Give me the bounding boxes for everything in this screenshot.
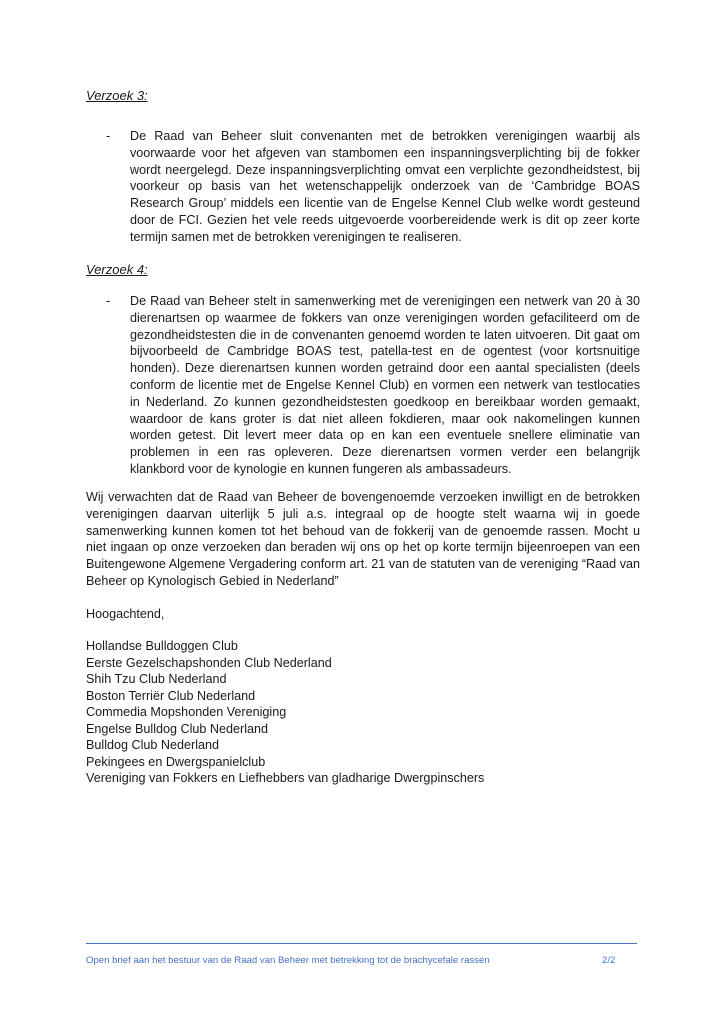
signatory: Eerste Gezelschapshonden Club Nederland: [86, 655, 332, 670]
verzoek-3-text: De Raad van Beheer sluit convenanten met de betrokken verenigingen waarbij als voorwaarde voor het afgeven van stambomen een inspanningsverplichting bij de fokker wordt neergelegd. Deze inspanningsverplichting omvat een verplichte gezondheidstest, bij voorkeur op basis van het wetenschappelijk onderzoek van de ‘Cambridge BOAS Research Group’ middels een licentie van de Engelse Kennel Club welke wordt gesteund door de FCI. Gezien het vele reeds uitgevoerde voorbereidende werk is dit op zeer korte termijn samen met de betrokken verenigingen te realiseren.: [130, 129, 640, 244]
signatory: Pekingees en Dwergspanielclub: [86, 754, 266, 769]
signatory: Commedia Mopshonden Vereniging: [86, 705, 287, 719]
verzoek-4-heading: Verzoek 4:: [86, 262, 148, 277]
footer-text: Open brief aan het bestuur van de Raad van Beheer met betrekking tot de brachycefale rassen: [86, 955, 490, 966]
signatory: Engelse Bulldog Club Nederland: [86, 721, 269, 736]
signatories-list: [86, 638, 484, 787]
verzoek-4-text: De Raad van Beheer stelt in samenwerking met de verenigingen een netwerk van 20 à 30 dierenartsen op waarmee de fokkers van onze verenigingen worden gefaciliteerd om de gezondheidstesten die in de convenanten genoemd worden te laten uitvoeren. Dit gaat om bijvoorbeeld de Cambridge BOAS test, patella-test en de ogentest (voor kortsnuitige honden). Deze dierenartsen kunnen worden getraind door een aantal specialisten (deels conform de licentie met de Engelse Kennel Club) en vormen een netwerk van testlocaties in Nederland. Zo kunnen gezondheidstesten goedkoop en bereikbaar worden gemaakt, waardoor de kans groter is dat niet alleen fokdieren, maar ook nakomelingen kunnen worden getest. Dit levert meer data op en kan een eventuele snellere eliminatie van problemen in een ras opleveren. Deze dierenartsen vormen verder een belangrijk klankbord voor de kynologie en kunnen fungeren als ambassadeurs.: [130, 294, 640, 476]
signatory: Boston Terriër Club Nederland: [86, 688, 256, 703]
bullet-dash: -: [106, 128, 111, 143]
closing-paragraph: Wij verwachten dat de Raad van Beheer de bovengenoemde verzoeken inwilligt en de betrokken verenigingen daarvan uiterlijk 5 juli a.s. integraal op de hoogte stelt waarna wij in goede samenwerking kunnen komen tot het behoud van de fokkerij van de genoemde rassen. Mocht u niet ingaan op onze verzoeken dan beraden wij ons op het op korte termijn bijeenroepen van een Buitengewone Algemene Vergadering conform art. 21 van de statuten van de vereniging “Raad van Beheer op Kynologisch Gebied in Nederland”: [86, 490, 640, 588]
verzoek-3-heading: Verzoek 3:: [86, 88, 148, 103]
signatory: Shih Tzu Club Nederland: [86, 672, 227, 686]
greeting: Hoogachtend,: [86, 607, 165, 621]
page-number: 2/2: [602, 955, 616, 966]
signatory: Bulldog Club Nederland: [86, 738, 220, 752]
signatory: Hollandse Bulldoggen Club: [86, 639, 238, 653]
bullet-dash: -: [106, 293, 111, 308]
footer-divider: [86, 943, 637, 944]
signatory: Vereniging van Fokkers en Liefhebbers van gladharige Dwergpinschers: [86, 771, 485, 785]
